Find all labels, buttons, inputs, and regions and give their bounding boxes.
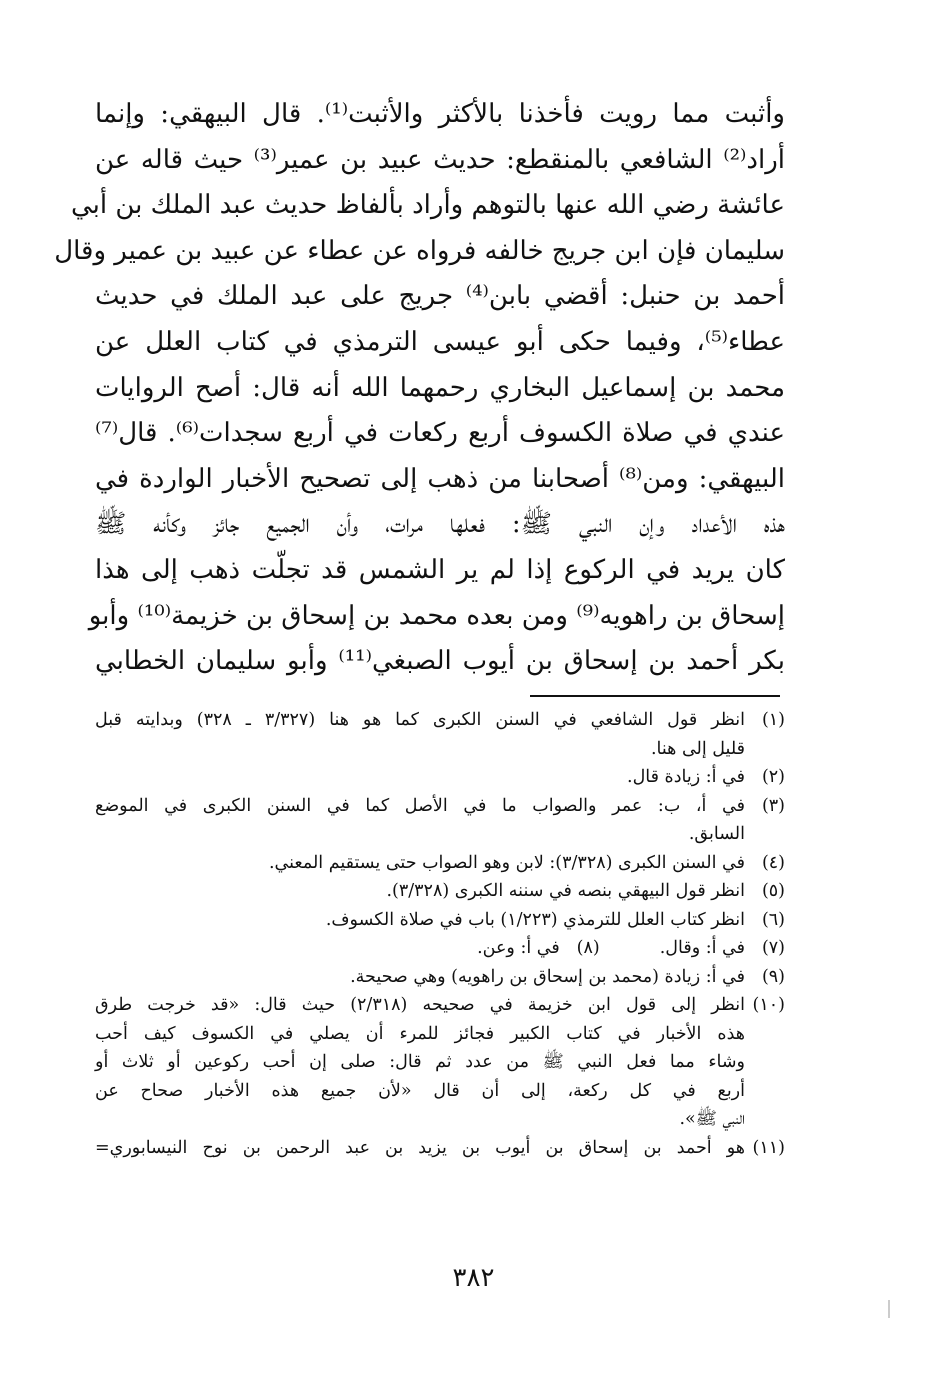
page-number: ٣٨٢ — [452, 1263, 495, 1293]
footnote-number: (٤) — [761, 852, 785, 873]
footnote-number: (٢) — [761, 767, 785, 787]
footnote-8 — [477, 934, 600, 963]
footnote-line: هذه الأخبار في كتاب الكبير فجائز للمرء أن يصلي في الكسوف كيف أحب — [95, 1023, 745, 1044]
footnote-line: في أ: وقال. — [659, 938, 745, 958]
footnote-line: النبي ﷺ». — [679, 1109, 745, 1129]
footnote-number: (٨) — [576, 938, 600, 958]
footnote-line: أربع في كل ركعة، إلى أن قال «لأن جميع هذه الأخبار صحاح عن — [95, 1080, 745, 1101]
main-text-line: البيهقي: ومن⁽⁸⁾ أصحابنا من ذهب إلى تصحيح الأخبار الواردة في — [95, 463, 785, 494]
footnote-10 — [95, 991, 785, 1134]
footnote-line: السابق. — [688, 824, 745, 844]
footnote-5 — [95, 877, 785, 906]
footnote-line: في السنن الكبرى (٣/٣٢٨): لابن وهو الصواب حتى يستقيم المعني. — [268, 852, 745, 873]
main-text-line: سليمان فإن ابن جريج خالفه فرواه عن عطاء عن عبيد بن عمير وقال — [54, 235, 785, 266]
main-text-line: وأثبت مما رويت فأخذنا بالأكثر والأثبت⁽¹⁾. قال البيهقي: وإنما — [95, 99, 785, 129]
footnote-line: قليل إلى هنا. — [650, 738, 745, 759]
main-text — [54, 92, 786, 685]
footnote-line: انظر قول البيهقي بنصه في سننه الكبرى (٣/٣٢٨). — [386, 881, 745, 901]
footnote-number: (١٠) — [752, 995, 785, 1015]
footnote-line: انظر كتاب العلل للترمذي (١/٢٢٣) باب في صلاة الكسوف. — [325, 909, 745, 930]
footnote-line: انظر إلى قول ابن خزيمة في صحيحه (٢/٣١٨) حيث قال: «قد خرجت طرق — [95, 995, 745, 1015]
scan-mark — [888, 1300, 890, 1318]
main-text-line: محمد بن إسماعيل البخاري رحمهما الله أنه قال: أصح الروايات — [95, 372, 785, 403]
footnotes — [95, 706, 785, 1162]
footnote-line: في أ: زيادة (محمد بن إسحاق بن راهويه) وهي صحيحة. — [350, 966, 745, 987]
footnote-7 — [660, 934, 785, 963]
footnote-6 — [95, 906, 785, 935]
footnote-number: (١١) — [752, 1137, 785, 1158]
footnote-separator — [530, 695, 780, 697]
footnote-9 — [95, 963, 785, 992]
main-text-line: أراد⁽²⁾ الشافعي بالمنقطع: حديث عبيد بن عمير⁽³⁾ حيث قاله عن — [95, 144, 785, 175]
footnote-number: (١) — [761, 710, 785, 730]
main-text-line: عندي في صلاة الكسوف أربع ركعات في أربع سجدات⁽⁶⁾. قال⁽⁷⁾ — [95, 418, 785, 449]
footnote-line: في أ: زيادة قال. — [627, 767, 745, 787]
footnote-number: (٧) — [761, 938, 785, 958]
footnote-line: انظر قول الشافعي في السنن الكبرى كما هو هنا (٣/٣٢٧ ـ ٣٢٨) وبدايته قبل — [95, 710, 745, 730]
footnote-line: وشاء مما فعل النبي ﷺ من عدد ثم قال: صلى إن أحب ركوعين أو ثلاث أو — [95, 1052, 745, 1072]
footnote-row-7-8 — [95, 934, 785, 963]
footnote-number: (٥) — [761, 881, 785, 901]
footnote-line: هو أحمد بن إسحاق بن أيوب بن يزيد بن عبد الرحمن بن نوح النيسابوري= — [95, 1137, 745, 1158]
footnote-number: (٩) — [761, 966, 785, 987]
main-text-line: بكر أحمد بن إسحاق بن أيوب الصبغي⁽¹¹⁾ وأبو سليمان الخطابي — [95, 646, 786, 677]
footnote-number: (٣) — [761, 795, 785, 816]
main-text-line: إسحاق بن راهويه⁽⁹⁾ ومن بعده محمد بن إسحاق بن خزيمة⁽¹⁰⁾ وأبو — [88, 600, 785, 631]
main-text-line: هذه الأعداد وإن النبي ﷺ: فعلها مرات، وأن الجميع جائز وكأنه ﷺ — [95, 509, 785, 540]
footnote-line: في أ، ب: عمر والصواب ما في الأصل كما في السنن الكبرى في الموضع — [95, 795, 745, 816]
footnote-1 — [95, 706, 785, 763]
main-text-line: كان يريد في الركوع إذا لم ير الشمس قد تجلّت ذهب إلى هذا — [95, 554, 785, 585]
main-text-line: أحمد بن حنبل: أقضي بابن⁽⁴⁾ جريج على عبد الملك في حديث — [95, 281, 786, 312]
footnote-4 — [95, 849, 785, 878]
footnote-2 — [95, 763, 785, 792]
main-text-line: عطاء⁽⁵⁾، وفيما حكى أبو عيسى الترمذي في كتاب العلل عن — [95, 326, 785, 357]
footnote-line: في أ: وعن. — [477, 938, 560, 958]
main-text-line: عائشة رضي الله عنها بالتوهم وأراد بألفاظ حديث عبد الملك بن أبي — [70, 190, 785, 221]
footnote-number: (٦) — [761, 909, 785, 930]
footnote-3 — [95, 792, 785, 849]
footnote-11 — [95, 1134, 785, 1163]
